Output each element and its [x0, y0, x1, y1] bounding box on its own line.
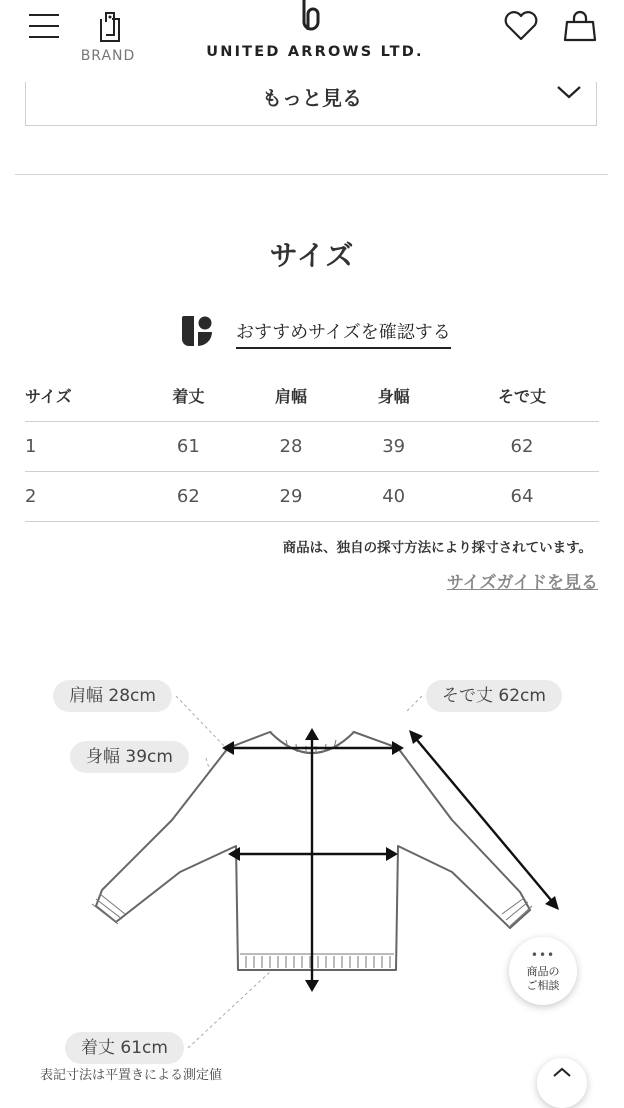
site-logo-text[interactable]: UNITED ARROWS LTD.: [206, 44, 424, 60]
recommend-size-link[interactable]: おすすめサイズを確認する: [236, 318, 451, 349]
consult-label: [509, 965, 577, 993]
chevron-down-icon: [556, 84, 582, 100]
consult-label-line2: ご相談: [526, 979, 560, 992]
arrow-logo-mark[interactable]: [298, 0, 324, 36]
section-divider: [15, 174, 608, 175]
shopping-bag-icon[interactable]: [562, 10, 598, 42]
column-header: 身幅: [342, 370, 445, 422]
brand-label[interactable]: BRAND: [80, 48, 136, 64]
table-cell: 64: [445, 472, 599, 522]
table-cell: 39: [342, 422, 445, 472]
column-header: 肩幅: [240, 370, 343, 422]
sleeve-length-label: そで丈 62cm: [426, 680, 562, 712]
table-row: [25, 422, 599, 472]
table-row: [25, 472, 599, 522]
measurement-note: 商品は、独自の採寸方法により採寸されています。: [282, 540, 592, 556]
header: [0, 0, 624, 82]
total-length-label: 着丈 61cm: [65, 1032, 184, 1064]
column-header: 着丈: [137, 370, 240, 422]
table-cell: 40: [342, 472, 445, 522]
uniqlo-size-logo-icon[interactable]: [180, 314, 214, 348]
shoulder-width-label: 肩幅 28cm: [53, 680, 172, 712]
column-header: そで丈: [445, 370, 599, 422]
table-cell: 2: [25, 472, 137, 522]
chevron-up-icon: [552, 1066, 572, 1078]
sweater-measurement-diagram: [0, 670, 624, 1080]
table-cell: 62: [137, 472, 240, 522]
diagram-footnote: 表記寸法は平置きによる測定値: [40, 1068, 223, 1083]
heart-icon[interactable]: [503, 10, 539, 42]
table-cell: 28: [240, 422, 343, 472]
size-section-title: サイズ: [269, 239, 355, 272]
show-more-label: もっと見る: [262, 86, 362, 110]
body-width-label: 身幅 39cm: [70, 741, 189, 773]
table-cell: 29: [240, 472, 343, 522]
more-dots-icon: •••: [530, 948, 556, 962]
product-consult-button[interactable]: [509, 937, 577, 1005]
table-header-row: [25, 370, 599, 422]
hamburger-icon[interactable]: [29, 14, 59, 38]
column-header: サイズ: [25, 370, 137, 422]
table-cell: 1: [25, 422, 137, 472]
size-guide-link[interactable]: サイズガイドを見る: [446, 573, 598, 593]
scroll-to-top-button[interactable]: [537, 1058, 587, 1108]
size-table: [25, 370, 599, 522]
consult-label-line1: 商品の: [526, 965, 560, 978]
table-cell: 61: [137, 422, 240, 472]
tag-icon[interactable]: [95, 9, 123, 43]
table-cell: 62: [445, 422, 599, 472]
